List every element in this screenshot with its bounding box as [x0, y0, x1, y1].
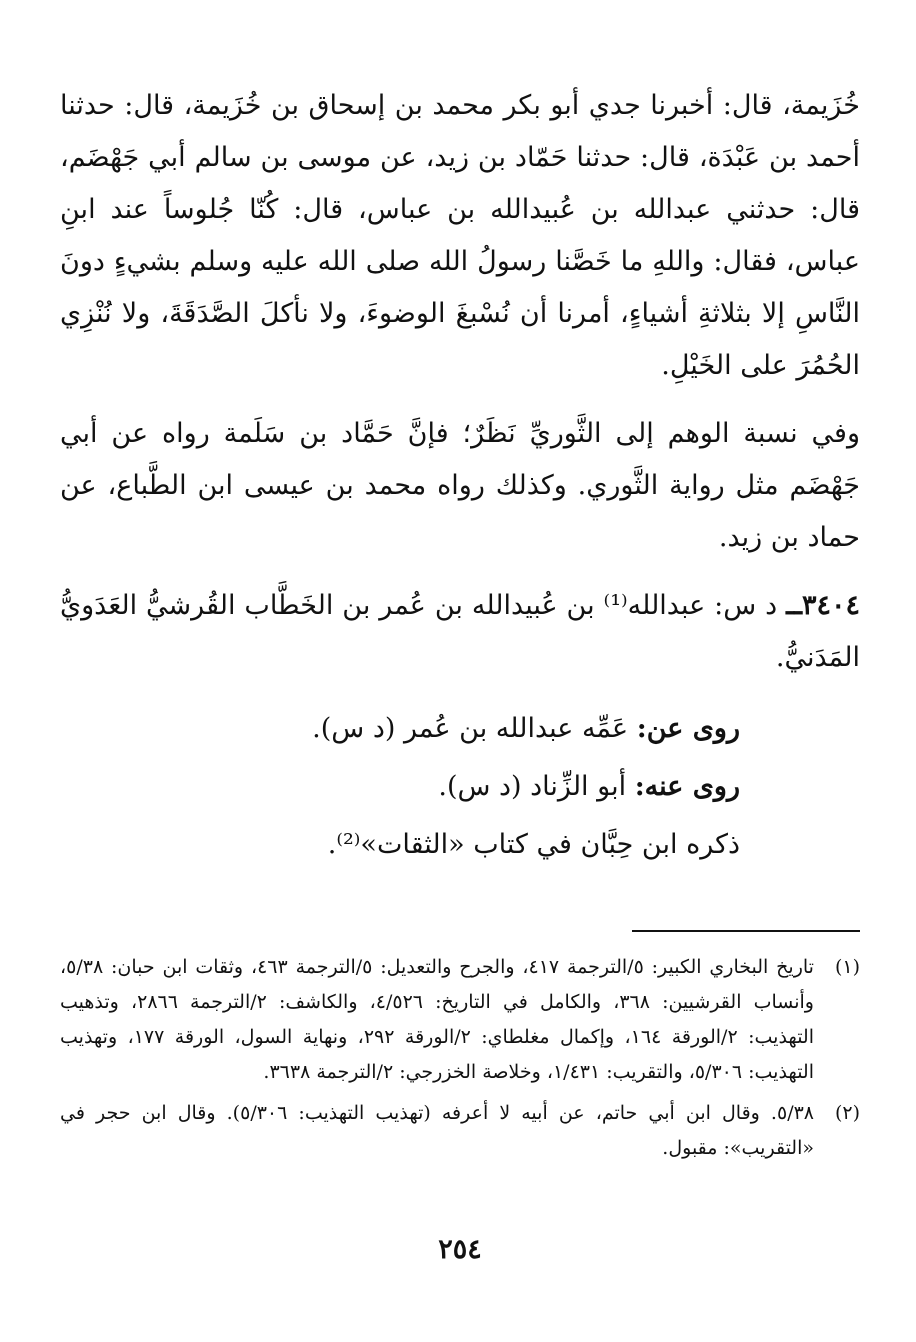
narrated-from-line: [60, 700, 740, 758]
footnote-marker: (٢): [834, 1102, 860, 1124]
biography-entry-heading: [60, 580, 860, 684]
entry-number: ٣٤٠٤ــ: [786, 590, 861, 621]
narrated-from-text: عَمِّه عبدالله بن عُمر (د س).: [312, 713, 629, 744]
page-number: ٢٥٤: [438, 1234, 482, 1265]
narrated-from-label: روى عن:: [636, 713, 740, 744]
footnote-text: تاريخ البخاري الكبير: ٥/الترجمة ٤١٧، والجرح والتعديل: ٥/الترجمة ٤٦٣، وثقات ابن حبان: ٥/٣٨، وأنساب القرشيين: ٣٦٨، والكامل في التاريخ: ٤/٥٢٦، والكاشف: ٢/الترجمة ٢٨٦٦، وتذهيب التهذيب: ٢/الورقة ١٦٤، وإكمال مغلطاي: ٢/الورقة ٢٩٢، ونهاية السول، الورقة ١٧٧، وتهذيب التهذيب: ٥/٣٠٦، والتقريب: ١/٤٣١، وخلاصة الخزرجي: ٢/الترجمة ٣٦٣٨.: [60, 956, 814, 1083]
biography-details: [60, 700, 860, 874]
book-page: [60, 80, 860, 1320]
footnote-1: [60, 950, 860, 1090]
paragraph-hadith: خُزَيمة، قال: أخبرنا جدي أبو بكر محمد بن إسحاق بن خُزَيمة، قال: حدثنا أحمد بن عَبْدَة، قال: حدثنا حَمّاد بن زيد، عن موسى بن سالم أبي جَهْضَم، قال: حدثني عبدالله بن عُبيدالله بن عباس، قال: كُنّا جُلوساً عند ابنِ عباس، فقال: واللهِ ما خَصَّنا رسولُ الله صلى الله عليه وسلم بشيءٍ دونَ النَّاسِ إلا بثلاثةِ أشياءٍ، أمرنا أن نُسْبغَ الوضوءَ، ولا نأكلَ الصَّدَقَةَ، ولا نُنْزِي الحُمُرَ على الخَيْلِ.: [60, 90, 860, 381]
paragraph-commentary: وفي نسبة الوهم إلى الثَّوريِّ نَظَرٌ؛ فإنَّ حَمَّاد بن سَلَمة رواه عن أبي جَهْضَم مثل رواية الثَّوري. وكذلك رواه محمد بن عيسى ابن الطَّباع، عن حماد بن زيد.: [60, 418, 860, 553]
narrated-by-label: روى عنه:: [634, 771, 740, 802]
footnote-separator: [632, 930, 860, 932]
footnote-text: ٥/٣٨. وقال ابن أبي حاتم، عن أبيه لا أعرفه (تهذيب التهذيب: ٥/٣٠٦). وقال ابن حجر في «التقريب»: مقبول.: [60, 1102, 815, 1159]
footnote-2: [60, 1096, 860, 1166]
footnotes: [60, 950, 860, 1172]
mention-line: ذكره ابن حِبَّان في كتاب «الثقات»⁽²⁾.: [327, 829, 740, 860]
footnote-marker: (١): [834, 956, 860, 978]
entry-name: د س: عبدالله⁽¹⁾ بن عُبيدالله بن عُمر بن الخَطَّاب القُرشيُّ العَدَويُّ المَدَنيُّ.: [60, 590, 860, 673]
narrated-by-line: [60, 758, 740, 816]
narrated-by-text: أبو الزِّناد (د س).: [438, 771, 627, 802]
